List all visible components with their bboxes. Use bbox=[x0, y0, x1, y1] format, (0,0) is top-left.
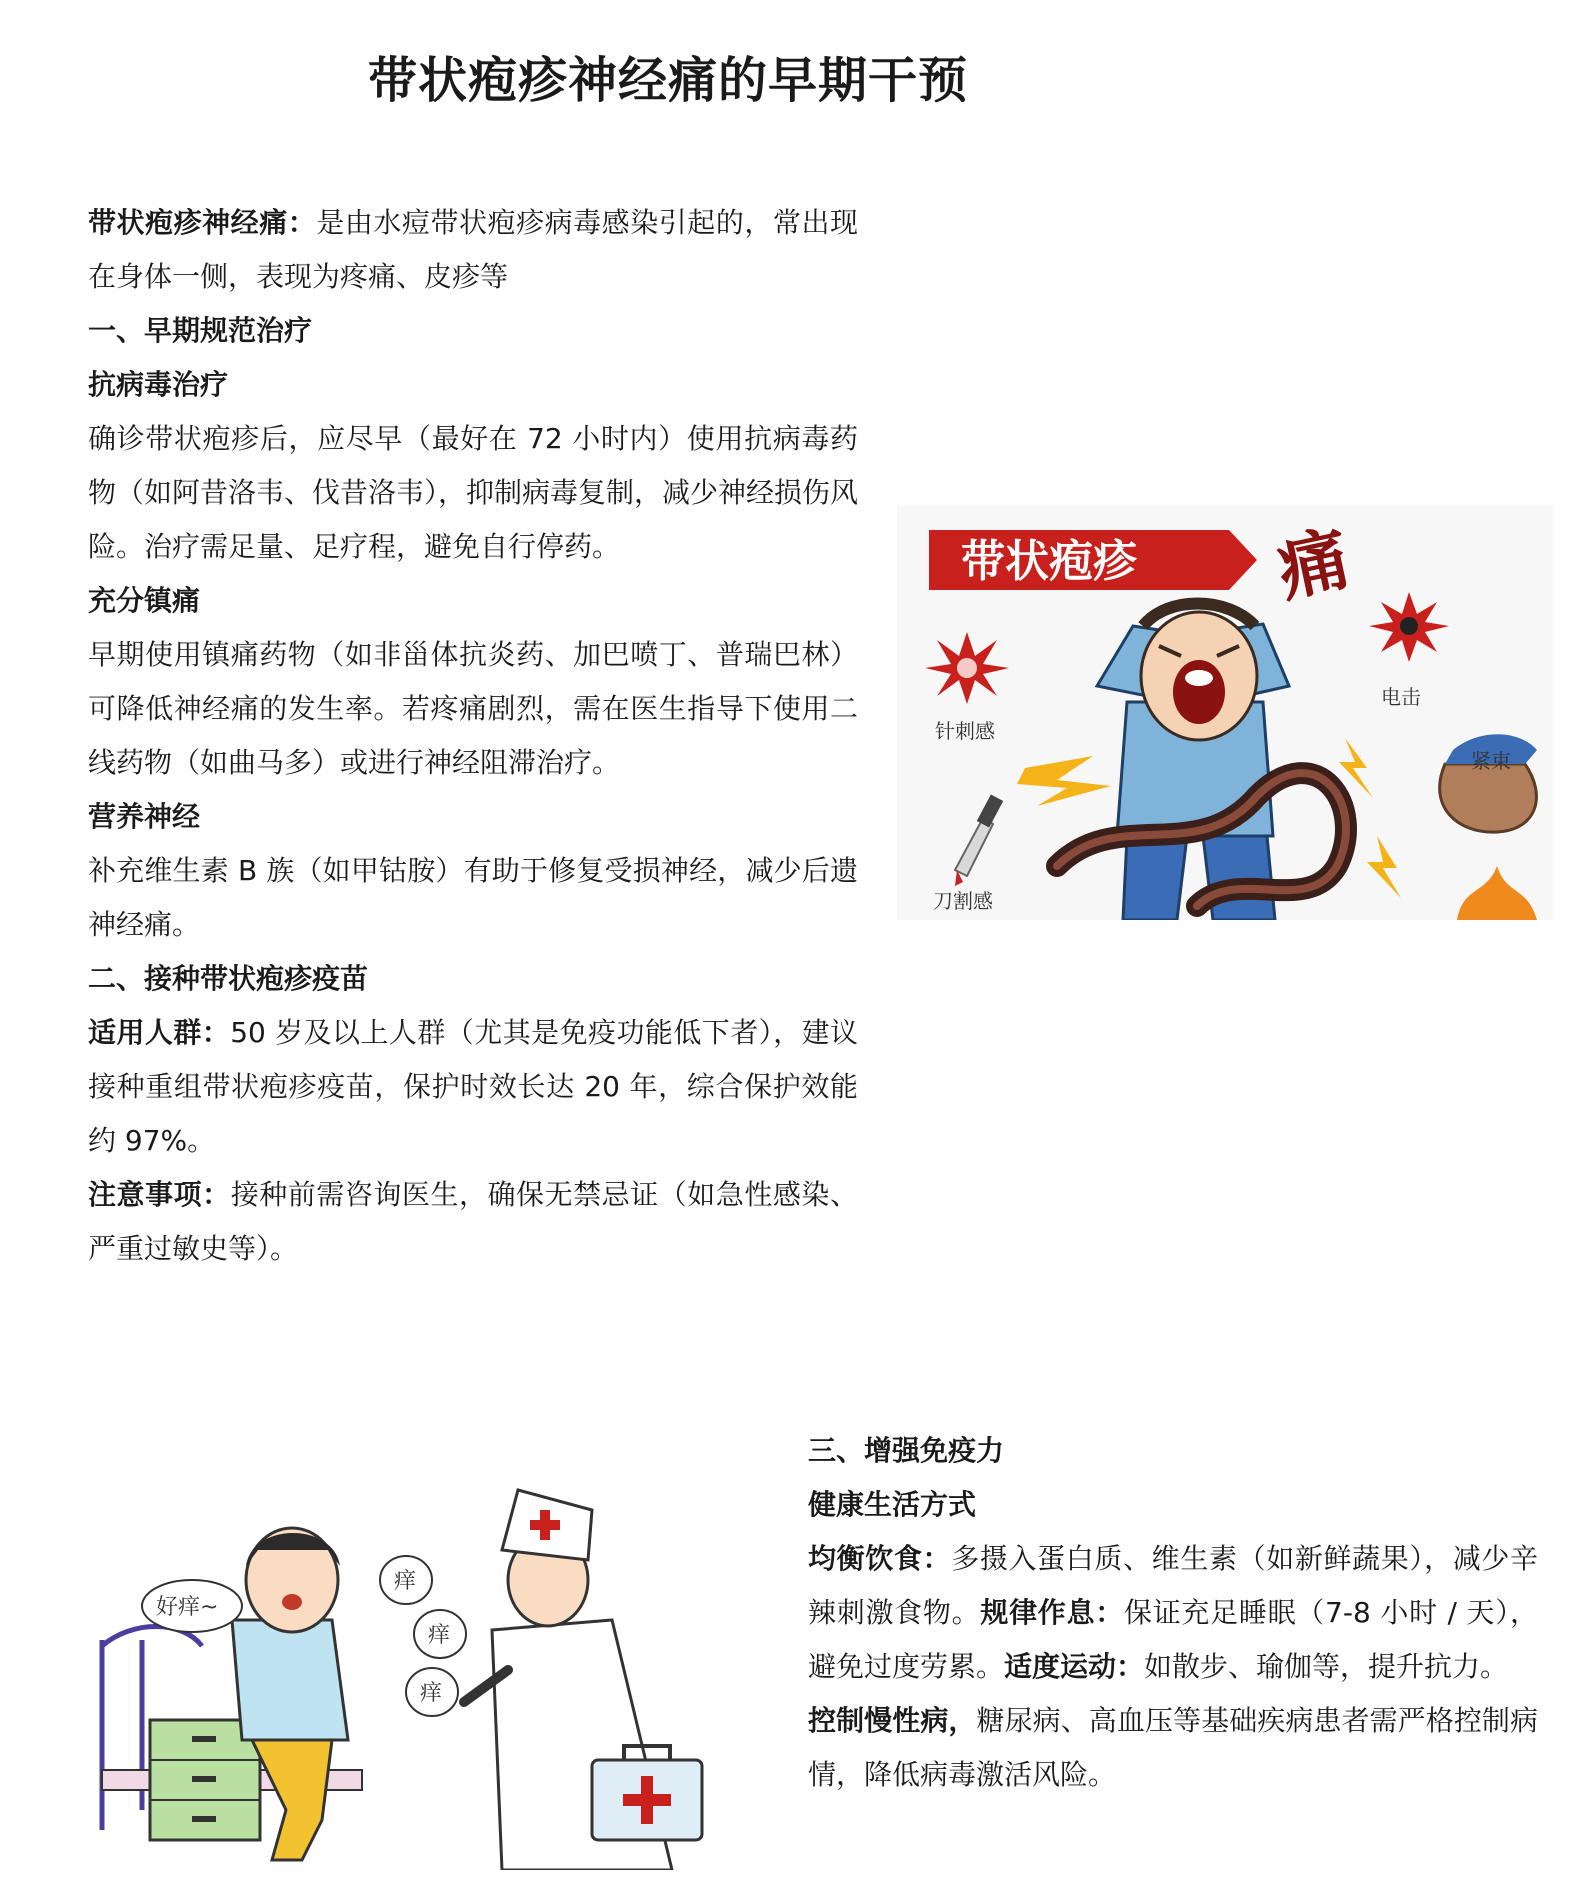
lightning-bolt-icon bbox=[1017, 756, 1111, 806]
section1-heading: 一、早期规范治疗 bbox=[88, 314, 313, 347]
knife-icon bbox=[955, 794, 1003, 886]
diet-text: 多摄入蛋白质、维生素（如新鲜蔬果），减少辛辣刺激食物。 bbox=[808, 1542, 1538, 1629]
intro-term: 带状疱疹神经痛： bbox=[88, 206, 317, 239]
shingles-pain-art bbox=[897, 506, 1553, 920]
nutrition-heading: 营养神经 bbox=[88, 800, 201, 833]
routine-text: 保证充足睡眠（7-8 小时 / 天），避免过度劳累。 bbox=[808, 1596, 1538, 1683]
itch-bubble bbox=[414, 1610, 466, 1658]
flame-icon bbox=[1457, 866, 1537, 920]
doctor-patient-art bbox=[72, 1470, 734, 1870]
banner-text: 带状疱疹 bbox=[961, 536, 1137, 587]
intro-text: 是由水痘带状疱疹病毒感染引起的，常出现在身体一侧，表现为疼痛、皮疹等 bbox=[88, 206, 858, 293]
diet-label: 均衡饮食： bbox=[808, 1542, 952, 1575]
lightning-bolt-icon bbox=[1367, 836, 1401, 898]
chronic-text: 糖尿病、高血压等基础疾病患者需严格控制病情，降低病毒激活风险。 bbox=[808, 1704, 1538, 1791]
label-shock: 电击 bbox=[1381, 685, 1421, 709]
notes-label: 注意事项： bbox=[88, 1178, 231, 1211]
population-label: 适用人群： bbox=[88, 1016, 231, 1049]
electric-shock-icon bbox=[1369, 592, 1449, 662]
label-tight: 紧束 bbox=[1471, 749, 1511, 773]
right-column bbox=[808, 1424, 1538, 1802]
itch-bubble bbox=[380, 1556, 432, 1604]
section3-heading: 三、增强免疫力 bbox=[808, 1434, 1005, 1467]
itch-bubble-text: 好痒~ bbox=[156, 1595, 219, 1620]
doctor-patient-illustration bbox=[72, 1470, 734, 1870]
exercise-text: 如散步、瑜伽等，提升抗力。 bbox=[1144, 1650, 1509, 1683]
itch-bubble-text: 痒 bbox=[428, 1623, 451, 1648]
population-text: 50 岁及以上人群（尤其是免疫功能低下者），建议接种重组带状疱疹疫苗，保护时效长达 20 年，综合保护效能约 97%。 bbox=[88, 1016, 858, 1157]
label-needle: 针刺感 bbox=[935, 719, 995, 743]
analgesia-text: 早期使用镇痛药物（如非甾体抗炎药、加巴喷丁、普瑞巴林）可降低神经痛的发生率。若疼痛剧烈，需在医生指导下使用二线药物（如曲马多）或进行神经阻滞治疗。 bbox=[88, 638, 858, 779]
chronic-paragraph bbox=[808, 1694, 1538, 1802]
notes-paragraph bbox=[88, 1168, 858, 1276]
antiviral-text: 确诊带状疱疹后，应尽早（最好在 72 小时内）使用抗病毒药物（如阿昔洛韦、伐昔洛韦），抑制病毒复制，减少神经损伤风险。治疗需足量、足疗程，避免自行停药。 bbox=[88, 422, 859, 563]
exercise-label: 适度运动： bbox=[1004, 1650, 1145, 1683]
medical-kit-icon bbox=[592, 1746, 702, 1840]
left-column bbox=[88, 196, 858, 1276]
lifestyle-heading: 健康生活方式 bbox=[808, 1488, 977, 1521]
lifestyle-paragraph bbox=[808, 1532, 1538, 1694]
nutrition-text: 补充维生素 B 族（如甲钴胺）有助于修复受损神经，减少后遗神经痛。 bbox=[88, 854, 858, 941]
man-in-pain-figure bbox=[1097, 604, 1289, 921]
page-title: 带状疱疹神经痛的早期干预 bbox=[368, 52, 969, 109]
intro-paragraph bbox=[88, 196, 858, 304]
itch-bubble-text: 痒 bbox=[394, 1569, 417, 1594]
itch-bubble bbox=[406, 1668, 458, 1716]
shingles-pain-illustration bbox=[897, 506, 1553, 920]
section2-heading: 二、接种带状疱疹疫苗 bbox=[88, 962, 369, 995]
itch-bubble-text: 痒 bbox=[420, 1681, 443, 1706]
label-knife: 刀割感 bbox=[933, 889, 993, 913]
analgesia-heading: 充分镇痛 bbox=[88, 584, 201, 617]
population-paragraph bbox=[88, 1006, 858, 1168]
itch-bubble bbox=[142, 1580, 242, 1632]
routine-label: 规律作息： bbox=[980, 1596, 1124, 1629]
chronic-label: 控制慢性病， bbox=[808, 1704, 977, 1737]
needle-burst-icon bbox=[925, 632, 1009, 704]
pain-character: 痛 bbox=[1270, 517, 1357, 613]
antiviral-heading: 抗病毒治疗 bbox=[88, 368, 229, 401]
notes-text: 接种前需咨询医生，确保无禁忌证（如急性感染、严重过敏史等）。 bbox=[88, 1178, 858, 1265]
